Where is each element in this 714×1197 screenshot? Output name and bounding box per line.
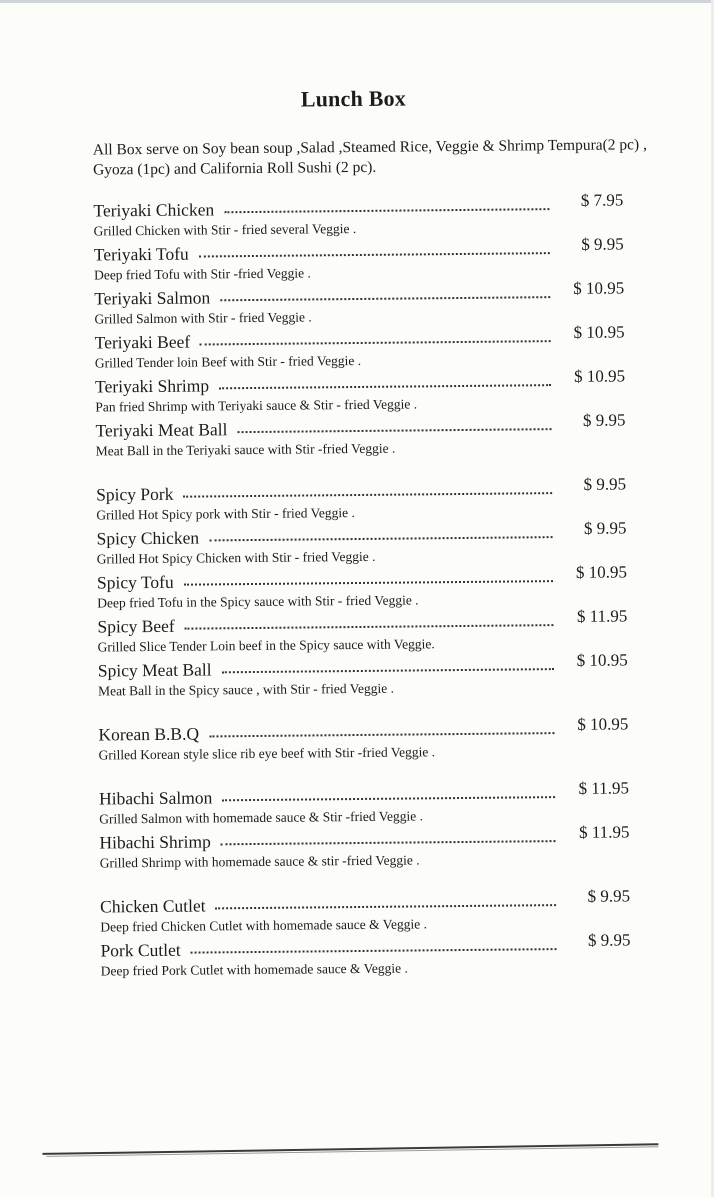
menu-item (93, 234, 624, 283)
menu-item-name: Pork Cutlet (100, 939, 181, 961)
menu-item-price: $ 7.95 (580, 190, 624, 210)
menu-item-name: Spicy Pork (96, 483, 174, 505)
menu-item (96, 518, 627, 567)
menu-item-description: Grilled Salmon with homemade sauce & Stir -fried Veggie . (99, 808, 423, 827)
menu-item (98, 714, 629, 763)
menu-item-price: $ 9.95 (587, 930, 631, 950)
menu-item-description: Deep fried Pork Cutlet with homemade sauce & Veggie . (100, 960, 408, 979)
menu-item (100, 930, 631, 979)
menu-item (96, 474, 627, 523)
menu-item (93, 190, 624, 239)
menu-group (93, 190, 626, 459)
dot-leader (220, 294, 550, 301)
dot-leader (199, 250, 550, 257)
menu-item (97, 650, 628, 699)
menu-item-price: $ 10.95 (576, 650, 628, 670)
menu-item (98, 778, 630, 827)
menu-item-name: Teriyaki Shrimp (95, 375, 210, 397)
menu-item-name: Teriyaki Tofu (93, 243, 189, 265)
menu-item-name: Spicy Chicken (96, 527, 200, 549)
dot-leader (219, 382, 551, 389)
menu-item-price: $ 11.95 (578, 822, 630, 842)
menu-item-price: $ 10.95 (573, 366, 626, 386)
menu-item (97, 606, 628, 655)
menu-item-price: $ 9.95 (582, 410, 626, 430)
menu-group (98, 714, 629, 763)
menu-item-description: Grilled Hot Spicy pork with Stir - fried Veggie . (96, 505, 355, 523)
menu-item-description: Grilled Salmon with Stir - fried Veggie . (94, 309, 312, 327)
menu-item-name: Chicken Cutlet (99, 895, 206, 917)
menu-item-name: Teriyaki Chicken (93, 199, 215, 221)
dot-leader (237, 426, 551, 433)
menu-item-name: Spicy Beef (97, 615, 175, 637)
dot-leader (183, 490, 552, 498)
menu-item (99, 886, 631, 935)
menu-list (93, 190, 631, 1004)
menu-item-price: $ 11.95 (576, 606, 628, 626)
dot-leader (224, 206, 549, 213)
menu-item (95, 366, 626, 415)
bottom-rule (42, 1143, 658, 1155)
menu-item (99, 822, 630, 871)
menu-item-price: $ 9.95 (587, 886, 631, 906)
page-title: Lunch Box (300, 85, 407, 112)
menu-item-description: Grilled Tender loin Beef with Stir - fried Veggie . (94, 352, 362, 371)
menu-group (96, 474, 628, 699)
intro-text: All Box serve on Soy bean soup ,Salad ,Steamed Rice, Veggie & Shrimp Tempura(2 pc) , Gyoza (1pc) and California Roll Sushi (2 pc). (92, 136, 647, 179)
menu-item-description: Deep fried Tofu with Stir -fried Veggie . (93, 265, 311, 283)
menu-item-name: Hibachi Shrimp (99, 831, 211, 853)
dot-leader (200, 338, 551, 345)
menu-item-description: Grilled Slice Tender Loin beef in the Spicy sauce with Veggie. (97, 636, 435, 655)
dot-leader (184, 578, 553, 586)
menu-item-description: Grilled Hot Spicy Chicken with Stir - fried Veggie . (96, 548, 376, 567)
menu-item-name: Korean B.B.Q (98, 723, 200, 745)
menu-item-description: Pan fried Shrimp with Teriyaki sauce & Stir - fried Veggie . (95, 396, 418, 415)
dot-leader (222, 666, 554, 673)
menu-item-name: Hibachi Salmon (98, 787, 213, 809)
menu-item-price: $ 11.95 (578, 778, 630, 798)
menu-group (99, 886, 631, 979)
dot-leader (191, 946, 557, 954)
menu-item-price: $ 9.95 (583, 518, 627, 538)
menu-item-price: $ 10.95 (577, 714, 629, 734)
menu-item-description: Deep fried Tofu in the Spicy sauce with Stir - fried Veggie . (97, 592, 419, 611)
menu-item-name: Spicy Tofu (96, 571, 174, 593)
menu-item-description: Grilled Shrimp with homemade sauce & stir -fried Veggie . (99, 852, 420, 871)
menu-item-price: $ 10.95 (575, 562, 627, 582)
menu-item-price: $ 9.95 (583, 474, 627, 494)
menu-item-description: Deep fried Chicken Cutlet with homemade sauce & Veggie . (100, 916, 428, 935)
menu-item-price: $ 10.95 (573, 278, 625, 298)
menu-item (95, 410, 626, 459)
menu-item (94, 278, 625, 327)
menu-group (98, 778, 630, 871)
menu-item-description: Meat Ball in the Teriyaki sauce with Stir -fried Veggie . (95, 440, 396, 459)
menu-item-price: $ 10.95 (573, 322, 625, 342)
dot-leader (221, 838, 556, 845)
menu-item-name: Teriyaki Meat Ball (95, 419, 228, 441)
menu-item (96, 562, 627, 611)
dot-leader (222, 794, 555, 801)
menu-item-description: Grilled Korean style slice rib eye beef with Stir -fried Veggie . (98, 744, 436, 763)
dot-leader (209, 534, 552, 541)
menu-item-description: Grilled Chicken with Stir - fried several Veggie . (93, 220, 357, 239)
menu-item-description: Meat Ball in the Spicy sauce , with Stir - fried Veggie . (97, 680, 395, 699)
menu-item-name: Spicy Meat Ball (97, 659, 212, 681)
menu-item-name: Teriyaki Beef (94, 331, 191, 353)
menu-item-price: $ 9.95 (581, 234, 624, 254)
menu-item (94, 322, 625, 371)
menu-item-name: Teriyaki Salmon (94, 287, 211, 309)
dot-leader (209, 730, 554, 737)
dot-leader (185, 622, 554, 630)
dot-leader (216, 902, 557, 909)
